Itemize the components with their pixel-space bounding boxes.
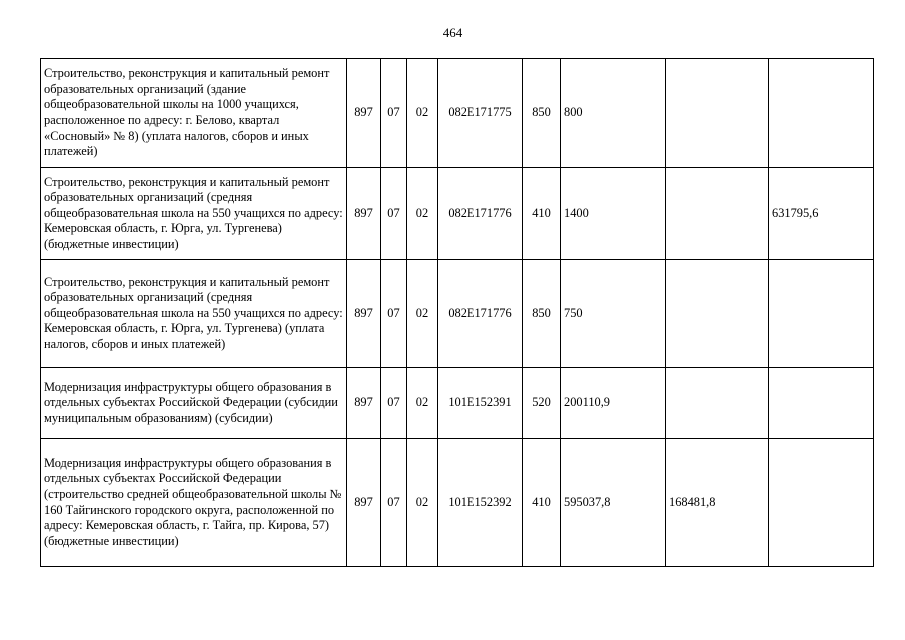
expense-type-code: 520 (523, 368, 561, 439)
ministry-code: 897 (347, 260, 381, 368)
amount-2 (666, 260, 769, 368)
section-code: 07 (381, 168, 407, 260)
row-description: Строительство, реконструкция и капитальный ремонт образовательных организаций (средняя общеобразовательная школа на 550 учащихся по адресу: Кемеровская область, г. Юрга, ул. Тургенева) (бюджетные инвестиции) (41, 168, 347, 260)
table-row (41, 168, 874, 260)
section-code: 07 (381, 260, 407, 368)
amount-3 (769, 368, 874, 439)
subsection-code: 02 (407, 168, 438, 260)
subsection-code: 02 (407, 439, 438, 567)
subsection-code: 02 (407, 368, 438, 439)
amount-3 (769, 59, 874, 168)
amount-2 (666, 368, 769, 439)
target-article-code: 101Е152392 (438, 439, 523, 567)
target-article-code: 101Е152391 (438, 368, 523, 439)
budget-table (40, 58, 874, 567)
amount-1: 595037,8 (561, 439, 666, 567)
expense-type-code: 410 (523, 168, 561, 260)
ministry-code: 897 (347, 439, 381, 567)
amount-3 (769, 439, 874, 567)
ministry-code: 897 (347, 168, 381, 260)
ministry-code: 897 (347, 59, 381, 168)
page-number: 464 (442, 25, 463, 40)
table-row (41, 260, 874, 368)
table-row (41, 59, 874, 168)
row-description: Строительство, реконструкция и капитальный ремонт образовательных организаций (средняя общеобразовательная школа на 550 учащихся по адресу: Кемеровская область, г. Юрга, ул. Тургенева) (уплата налогов, сборов и иных платежей) (41, 260, 347, 368)
amount-2 (666, 168, 769, 260)
target-article-code: 082Е171776 (438, 260, 523, 368)
subsection-code: 02 (407, 59, 438, 168)
amount-3: 631795,6 (769, 168, 874, 260)
table-row (41, 439, 874, 567)
expense-type-code: 850 (523, 260, 561, 368)
subsection-code: 02 (407, 260, 438, 368)
amount-3 (769, 260, 874, 368)
target-article-code: 082Е171775 (438, 59, 523, 168)
table-row (41, 368, 874, 439)
amount-1: 200110,9 (561, 368, 666, 439)
section-code: 07 (381, 368, 407, 439)
target-article-code: 082Е171776 (438, 168, 523, 260)
row-description: Строительство, реконструкция и капитальный ремонт образовательных организаций (здание общеобразовательной школы на 1000 учащихся, расположенное по адресу: г. Белово, квартал «Сосновый» № 8) (уплата налогов, сборов и иных платежей) (41, 59, 347, 168)
amount-2 (666, 59, 769, 168)
section-code: 07 (381, 439, 407, 567)
section-code: 07 (381, 59, 407, 168)
ministry-code: 897 (347, 368, 381, 439)
amount-1: 800 (561, 59, 666, 168)
amount-2: 168481,8 (666, 439, 769, 567)
amount-1: 1400 (561, 168, 666, 260)
expense-type-code: 410 (523, 439, 561, 567)
amount-1: 750 (561, 260, 666, 368)
row-description: Модернизация инфраструктуры общего образования в отдельных субъектах Российской Федерации (субсидии муниципальным образованиям) (субсидии) (41, 368, 347, 439)
row-description: Модернизация инфраструктуры общего образования в отдельных субъектах Российской Федерации (строительство средней общеобразовательной школы № 160 Тайгинского городского округа, расположенной по адресу: Кемеровская область, г. Тайга, пр. Кирова, 57) (бюджетные инвестиции) (41, 439, 347, 567)
expense-type-code: 850 (523, 59, 561, 168)
